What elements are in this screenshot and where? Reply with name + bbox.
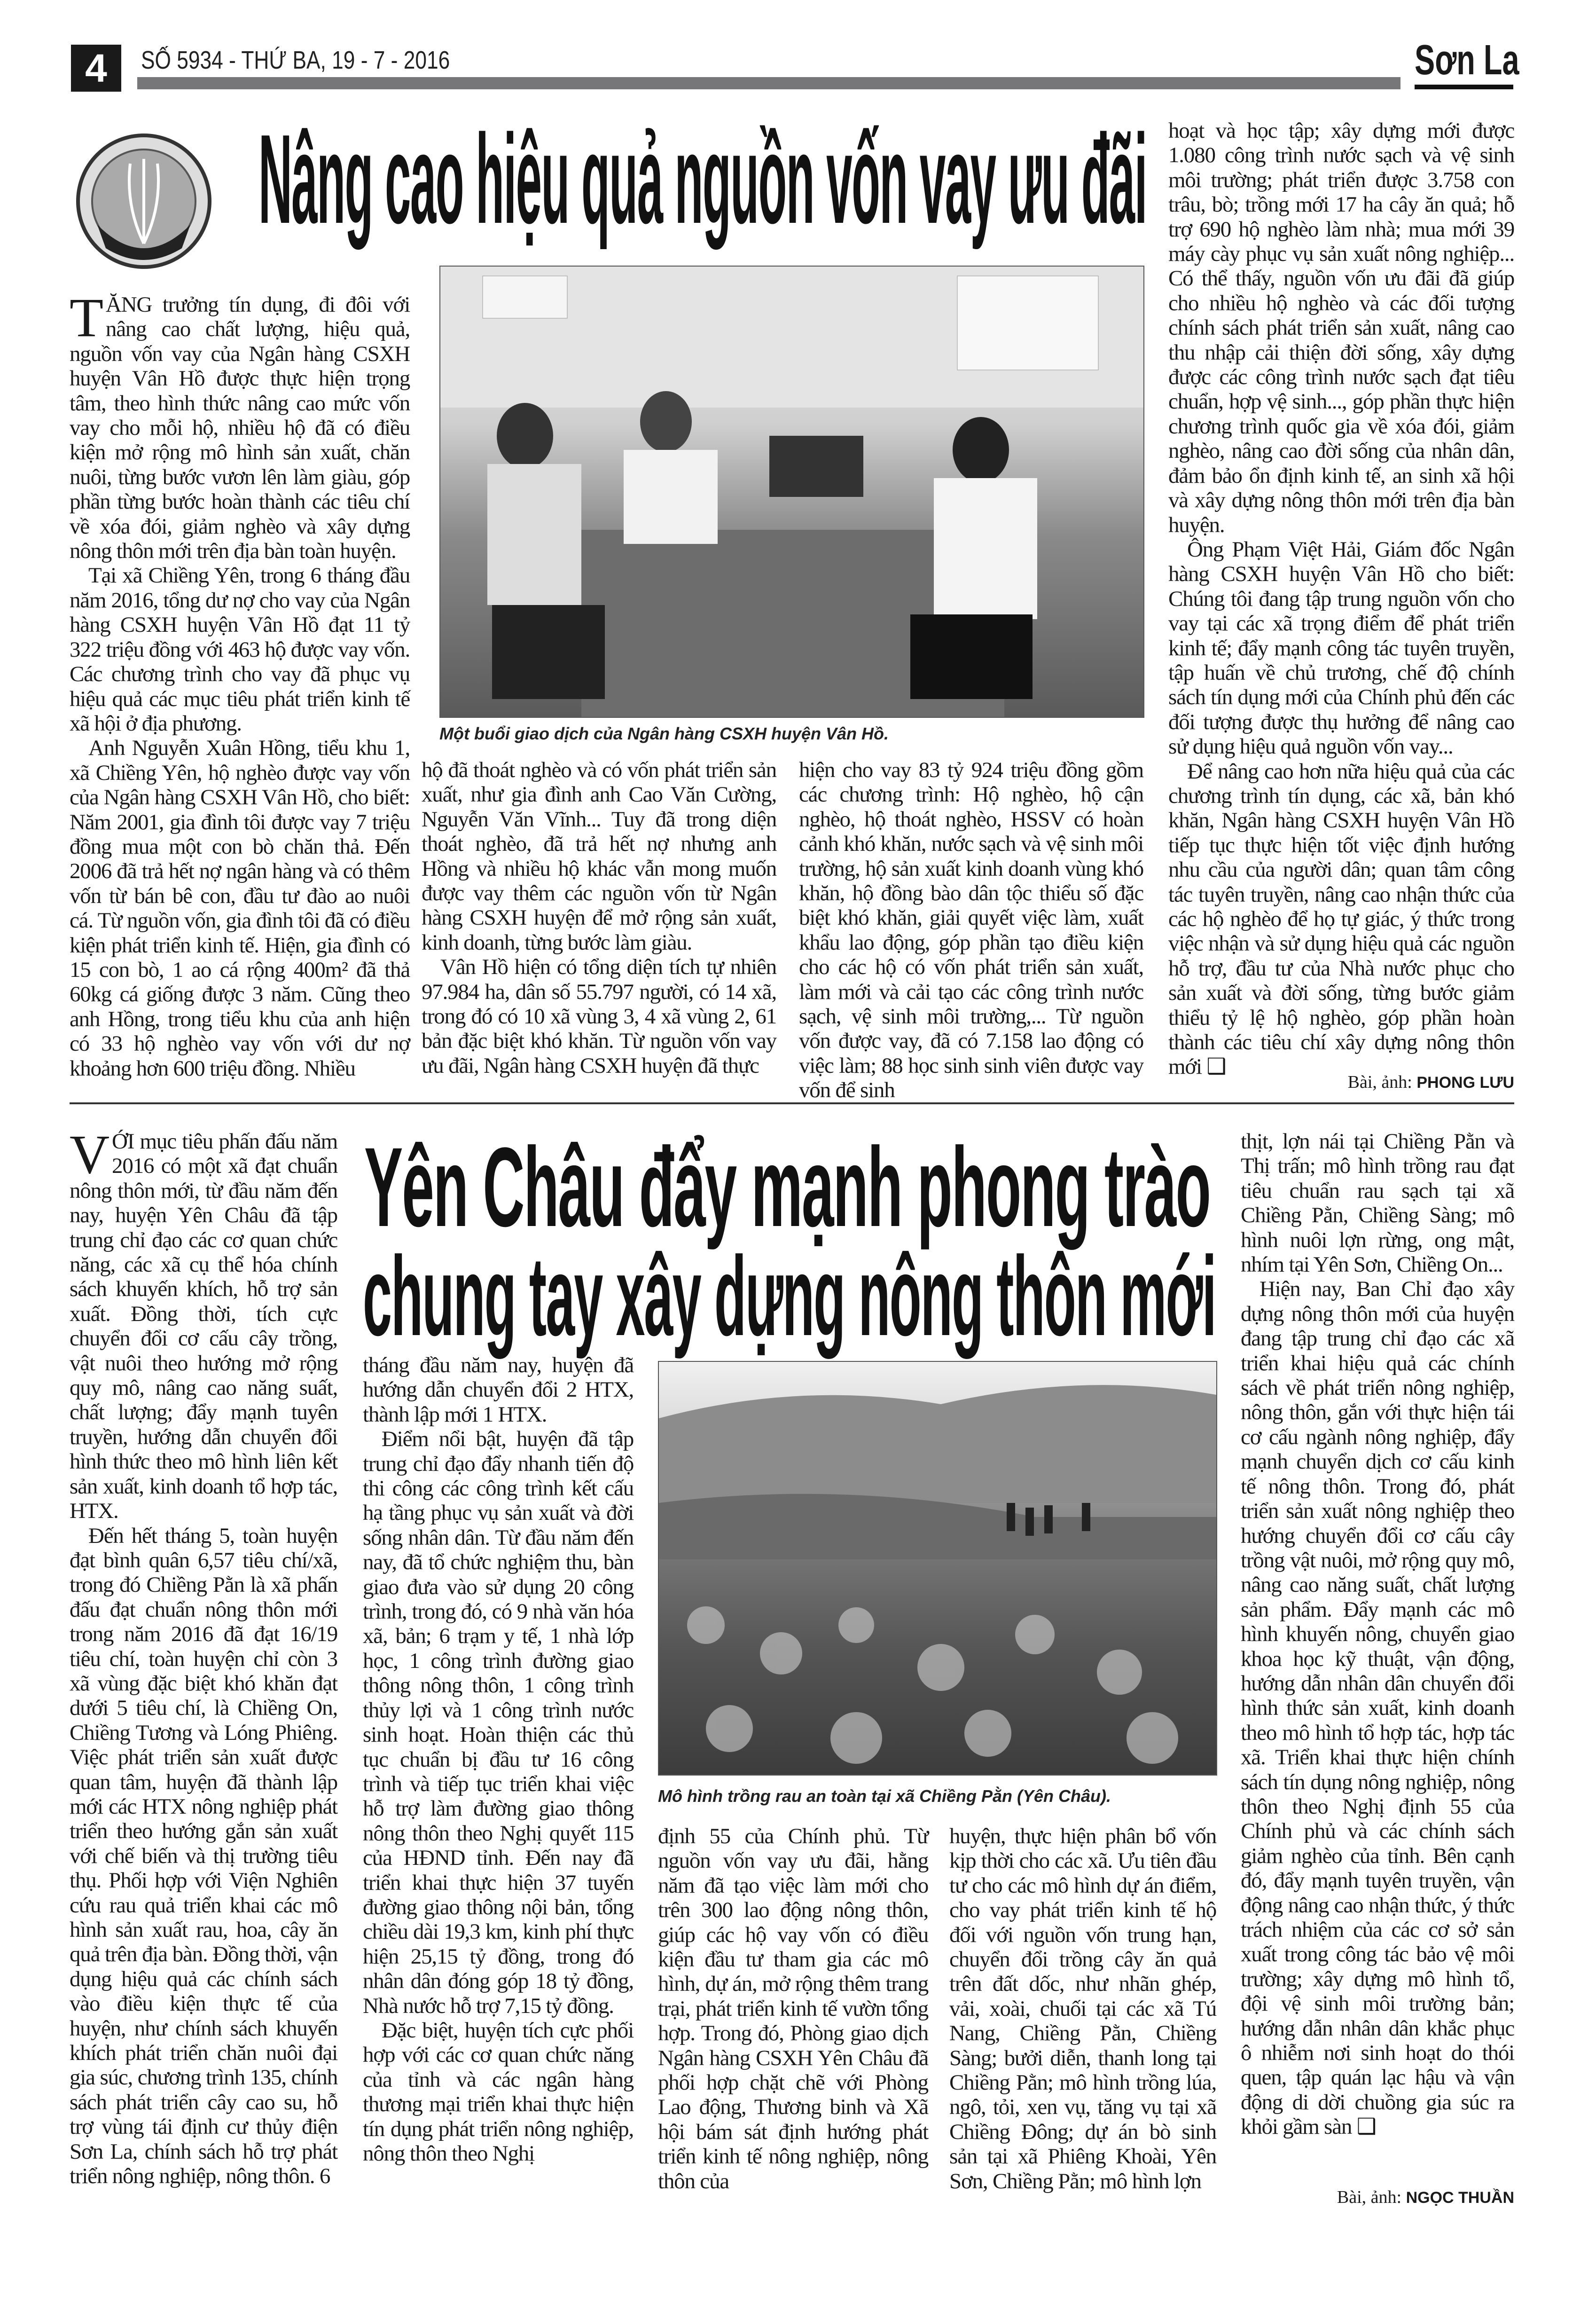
byline-prefix: Bài, ảnh: xyxy=(1337,2187,1406,2207)
masthead: Sơn La xyxy=(1415,37,1519,84)
paragraph-text: mục tiêu phấn đấu năm 2016 có một xã đạt chuẩn nông thôn mới, từ đầu năm đến nay, huyện Yên Châu đã tập trung chỉ đạo các cơ quan chức năng, các xã cụ thể hóa chính sách khuyến khích, hỗ trợ sản xuất. Đồng thời, tích cực chuyển đổi cơ cấu cây trồng, vật nuôi theo hướng mở rộng quy mô, nâng cao năng suất, chất lượng; đẩy mạnh tuyên truyền, hướng dẫn chuyển đổi hình thức theo mô hình liên kết sản xuất, kinh doanh tổ hợp tác, HTX. xyxy=(70,1129,337,1524)
vegetable-field-photo xyxy=(659,1362,1216,1775)
paragraph: Hiện nay, Ban Chỉ đạo xây dựng nông thôn mới của huyện đang tập trung chỉ đạo các xã triển khai hiệu quả các chính sách về phát triển nông nghiệp, nông thôn, gắn với thực hiện tái cơ cấu ngành nông nghiệp, đẩy mạnh chuyển dịch cơ cấu kinh tế nông thôn. Trong đó, phát triển sản xuất nông nghiệp theo hướng chuyển đổi cơ cấu cây trồng vật nuôi, mở rộng quy mô, nâng cao năng suất, chất lượng sản phẩm. Đẩy mạnh các mô hình khuyến nông, chuyển giao khoa học kỹ thuật, vận động, hướng dẫn nhân dân chuyển đổi hình thức sản xuất, kinh doanh theo mô hình tổ hợp tác, hợp tác xã. Triển khai thực hiện chính sách tín dụng nông nghiệp, nông thôn theo Nghị định 55 của Chính phủ và các chính sách giảm nghèo của tỉnh. Bên cạnh đó, đẩy mạnh tuyên truyền, vận động nâng cao nhận thức, ý thức trách nhiệm của các cơ sở sản xuất trong công tác bảo vệ môi trường; xây dựng mô hình tổ, đội vệ sinh môi trường bản; hướng dẫn nhân dân khắc phục ô nhiễm nơi sinh hoạt do thói quen, tập quán lạc hậu và vận động di dời chuồng gia súc ra khỏi gầm sàn ❑ xyxy=(1241,1277,1514,2139)
paragraph: hiện cho vay 83 tỷ 924 triệu đồng gồm các chương trình: Hộ nghèo, hộ cận nghèo, hộ thoát nghèo, HSSV có hoàn cảnh khó khăn, nước sạch và vệ sinh môi trường, hộ sản xuất kinh doanh vùng khó khăn, hộ đồng bào dân tộc thiểu số đặc biệt khó khăn, giải quyết việc làm, xuất khẩu lao động, góp phần tạo điều kiện cho các hộ có vốn phát triển sản xuất, làm mới và cải tạo các công trình nước sạch, vệ sinh môi trường,... Từ nguồn vốn được vay, đã có 7.158 lao động có việc làm; 88 học sinh sinh viên được vay vốn để sinh xyxy=(799,758,1143,1103)
byline-author: NGỌC THUẦN xyxy=(1406,2189,1514,2207)
article1-byline xyxy=(1348,1072,1514,1093)
page-number-box xyxy=(71,45,121,92)
paragraph-text: trưởng tín dụng, đi đôi với nâng cao chất lượng, hiệu quả, nguồn vốn vay của Ngân hàng CSXH huyện Vân Hồ được thực hiện trọng tâm, theo hình thức nâng cao mức vốn vay cho mỗi hộ, nhiều hộ đã có điều kiện mở rộng mô hình sản xuất, chăn nuôi, từng bước vươn lên làm giàu, góp phần từng bước hoàn thành các tiêu chí về xóa đói, giảm nghèo và xây dựng nông thôn mới trên địa bàn toàn huyện. xyxy=(70,292,410,564)
paragraph: thịt, lợn nái tại Chiềng Pằn và Thị trấn; mô hình trồng rau đạt tiêu chuẩn rau sạch tại xã Chiềng Pằn, Chiềng Sàng; mô hình nuôi lợn rừng, ong mật, nhím tại Yên Sơn, Chiềng On... xyxy=(1241,1129,1514,1277)
paragraph: Anh Nguyễn Xuân Hồng, tiểu khu 1, xã Chiềng Yên, hộ nghèo được vay vốn của Ngân hàng CSXH Vân Hồ, cho biết: Năm 2001, gia đình tôi được vay 7 triệu đồng mua một con bò chăn thả. Đến 2006 đã trả hết nợ ngân hàng và có thêm vốn từ bán bê con, đầu tư đào ao nuôi cá. Từ nguồn vốn, gia đình tôi đã có điều kiện phát triển kinh tế. Hiện, gia đình có 15 con bò, 1 ao cá rộng 400m² đã thả 60kg cá giống được 3 năm. Cũng theo anh Hồng, trong tiểu khu của anh hiện có 33 hộ nghèo vay vốn với dư nợ khoảng hơn 600 triệu đồng. Nhiều xyxy=(70,736,410,1081)
header-bar xyxy=(137,77,1400,89)
paragraph: Vân Hồ hiện có tổng diện tích tự nhiên 97.984 ha, dân số 55.797 người, có 14 xã, trong đó có 10 xã vùng 3, 4 xã vùng 2, 61 bản đặc biệt khó khăn. Từ nguồn vốn vay ưu đãi, Ngân hàng CSXH huyện đã thực xyxy=(422,955,776,1078)
paragraph: Điểm nổi bật, huyện đã tập trung chỉ đạo đẩy nhanh tiến độ thi công các công trình kết cấu hạ tầng phục vụ sản xuất và đời sống nhân dân. Từ đầu năm đến nay, đã tổ chức nghiệm thu, bàn giao đưa vào sử dụng 20 công trình, trong đó, có 9 nhà văn hóa xã, bản; 6 trạm y tế, 1 nhà lớp học, 1 công trình đường giao thông nông thôn, 1 công trình thủy lợi và 1 công trình nước sinh hoạt. Hoàn thiện các thủ tục chuẩn bị đầu tư 16 công trình và tiếp tục triển khai việc hỗ trợ làm đường giao thông nông thôn theo Nghị quyết 115 của HĐND tỉnh. Đến nay đã triển khai thực hiện 37 tuyến đường giao thông nội bản, tổng chiều dài 19,3 km, kinh phí thực hiện 25,15 tỷ đồng, trong đó nhân dân đóng góp 18 tỷ đồng, Nhà nước hỗ trợ 7,15 tỷ đồng. xyxy=(363,1427,634,2018)
paragraph: Đến hết tháng 5, toàn huyện đạt bình quân 6,57 tiêu chí/xã, trong đó Chiềng Pằn là xã phấn đấu đạt chuẩn nông thôn mới trong năm 2016 đã đạt 16/19 tiêu chí, toàn huyện chỉ còn 3 xã vùng đặc biệt khó khăn đạt dưới 5 tiêu chí, là Chiềng On, Chiềng Tương và Lóng Phiêng. Việc phát triển sản xuất được quan tâm, huyện đã thành lập mới các HTX nông nghiệp phát triển theo hướng gắn sản xuất với chế biến và thị trường tiêu thụ. Phối hợp với Viện Nghiên cứu rau quả triển khai các mô hình sản xuất rau, hoa, cây ăn quả trên địa bàn. Đồng thời, vận dụng hiệu quả các chính sách vào điều kiện thực tế của huyện, như chính sách khuyến khích phát triển chăn nuôi đại gia súc, chương trình 135, chính sách phát triển cây cao su, hỗ trợ vùng tái định cư thủy điện Sơn La, chính sách hỗ trợ phát triển nông nghiệp, nông thôn. 6 xyxy=(70,1523,337,2189)
paragraph: tháng đầu năm nay, huyện đã hướng dẫn chuyển đổi 2 HTX, thành lập mới 1 HTX. xyxy=(363,1353,634,1427)
lead-caps: ĂNG xyxy=(105,292,152,317)
article1-column-3 xyxy=(799,758,1143,1103)
bank-logo xyxy=(74,131,214,272)
article2-title-line-2: chung tay xây dựng nông thôn mới xyxy=(363,1233,1216,1359)
article1-column-4 xyxy=(1168,118,1514,1079)
article1-column-2 xyxy=(422,758,776,1078)
paragraph xyxy=(70,287,410,564)
paragraph: Ông Phạm Việt Hải, Giám đốc Ngân hàng CSXH huyện Vân Hồ cho biết: Chúng tôi đang tập trung nguồn vốn cho vay tại các xã trọng điểm để phát triển kinh tế; đẩy mạnh công tác tuyên truyền, tập huấn về chủ trương, chế độ chính sách tín dụng mới của Chính phủ đến các đối tượng được thụ hưởng để nâng cao sử dụng hiệu quả nguồn vốn vay... xyxy=(1168,537,1514,759)
article2-column-4 xyxy=(949,1824,1216,2206)
paragraph xyxy=(70,1124,337,1524)
article1-photo-caption: Một buổi giao dịch của Ngân hàng CSXH huyện Vân Hồ. xyxy=(439,724,889,743)
article1-column-1 xyxy=(70,287,410,1081)
bank-transaction-photo xyxy=(440,267,1143,717)
paragraph: huyện, thực hiện phân bổ vốn kịp thời cho các xã. Ưu tiên đầu tư cho các mô hình dự án điểm, cho vay phát triển kinh tế hộ đối với nguồn vốn trung hạn, chuyển đổi trồng cây ăn quả trên đất dốc, như nhãn ghép, vải, xoài, chuối tại các xã Tú Nang, Chiềng Pằn, Chiềng Sàng; bưởi diễn, thanh long tại Chiềng Pằn; mô hình trồng lúa, ngô, tỏi, xen vụ, tăng vụ tại xã Chiềng Đông; dự án bò sinh sản tại xã Phiêng Khoài, Yên Sơn, Chiềng Pằn; mô hình lợn xyxy=(949,1824,1216,2193)
article2-column-3 xyxy=(658,1824,928,2206)
paragraph: Tại xã Chiềng Yên, trong 6 tháng đầu năm 2016, tổng dư nợ cho vay của Ngân hàng CSXH huyện Vân Hồ đạt 11 tỷ 322 triệu đồng với 463 hộ được vay vốn. Các chương trình cho vay đã phục vụ hiệu quả các mục tiêu phát triển kinh tế xã hội ở địa phương. xyxy=(70,563,410,736)
drop-cap: T xyxy=(70,287,103,348)
paragraph: Đặc biệt, huyện tích cực phối hợp với các cơ quan chức năng của tỉnh và các ngân hàng thương mại triển khai thực hiện tín dụng phát triển nông nghiệp, nông thôn theo Nghị xyxy=(363,2018,634,2166)
article2-column-5 xyxy=(1241,1129,1514,2182)
article2-column-2 xyxy=(363,1353,634,2206)
byline-prefix: Bài, ảnh: xyxy=(1347,1072,1417,1092)
article2-photo-caption: Mô hình trồng rau an toàn tại xã Chiềng Pằn (Yên Châu). xyxy=(658,1786,1111,1806)
article1-title: Nâng cao hiệu quả nguồn vốn vay ưu đãi xyxy=(258,109,1147,250)
paragraph: hoạt và học tập; xây dựng mới được 1.080 công trình nước sạch và vệ sinh môi trường; phát triển được 3.758 con trâu, bò; trồng mới 17 ha cây ăn quả; hỗ trợ 690 hộ nghèo làm nhà; mua mới 39 máy cày phục vụ sản xuất nông nghiệp... Có thể thấy, nguồn vốn ưu đãi đã giúp cho nhiều hộ nghèo và các đối tượng chính sách phát triển sản xuất, nâng cao thu nhập cải thiện đời sống, xây dựng được các công trình nước sạch đạt tiêu chuẩn, hợp vệ sinh..., góp phần thực hiện chương trình quốc gia về xóa đói, giảm nghèo, nâng cao đời sống của nhân dân, đảm bảo ổn định kinh tế, an sinh xã hội và xây dựng nông thôn mới trên địa bàn huyện. xyxy=(1168,118,1514,537)
paragraph: hộ đã thoát nghèo và có vốn phát triển sản xuất, như gia đình anh Cao Văn Cường, Nguyễn Văn Vĩnh... Tuy đã trong diện thoát nghèo, đã trả hết nợ nhưng anh Hồng và nhiều hộ khác vẫn mong muốn được vay thêm các nguồn vốn từ Ngân hàng CSXH huyện để mở rộng sản xuất, kinh doanh, từng bước làm giàu. xyxy=(422,758,776,955)
article2-byline xyxy=(1337,2187,1514,2208)
drop-cap: V xyxy=(70,1124,110,1185)
lead-caps: ỚI xyxy=(112,1129,134,1154)
issue-date: SỐ 5934 - THỨ BA, 19 - 7 - 2016 xyxy=(141,46,450,74)
masthead-underline xyxy=(1415,85,1513,89)
page-number: 4 xyxy=(85,46,107,90)
byline-author: PHONG LƯU xyxy=(1416,1074,1514,1092)
paragraph: Để nâng cao hơn nữa hiệu quả của các chương trình tín dụng, các xã, bản khó khăn, Ngân hàng CSXH huyện Vân Hồ tiếp tục thực hiện tốt việc định hướng nhu cầu của người dân; quan tâm công tác tuyên truyền, nâng cao nhận thức của các hộ nghèo để họ tự giác, ý thức trong việc nhận và sử dụng hiệu quả các nguồn hỗ trợ, đầu tư của Nhà nước phục cho sản xuất và đời sống, từng bước giảm thiểu tỷ lệ hộ nghèo, góp phần hoàn thành các tiêu chí xây dựng nông thôn mới ❑ xyxy=(1168,759,1514,1079)
wheat-emblem-icon xyxy=(74,131,214,272)
article-divider xyxy=(70,1102,1514,1104)
article2-title-line-1: Yên Châu đẩy mạnh phong trào xyxy=(364,1124,1210,1250)
article2-photo xyxy=(658,1361,1217,1776)
article2-column-1 xyxy=(70,1124,337,2206)
article1-photo xyxy=(439,266,1144,718)
paragraph: định 55 của Chính phủ. Từ nguồn vốn vay ưu đãi, hằng năm đã tạo việc làm mới cho trên 300 lao động nông thôn, giúp các hộ vay vốn có điều kiện đầu tư tham gia các mô hình, dự án, mở rộng thêm trang trại, phát triển kinh tế vườn tổng hợp. Trong đó, Phòng giao dịch Ngân hàng CSXH Yên Châu đã phối hợp chặt chẽ với Phòng Lao động, Thương binh và Xã hội bám sát định hướng phát triển kinh tế nông nghiệp, nông thôn của xyxy=(658,1824,928,2193)
